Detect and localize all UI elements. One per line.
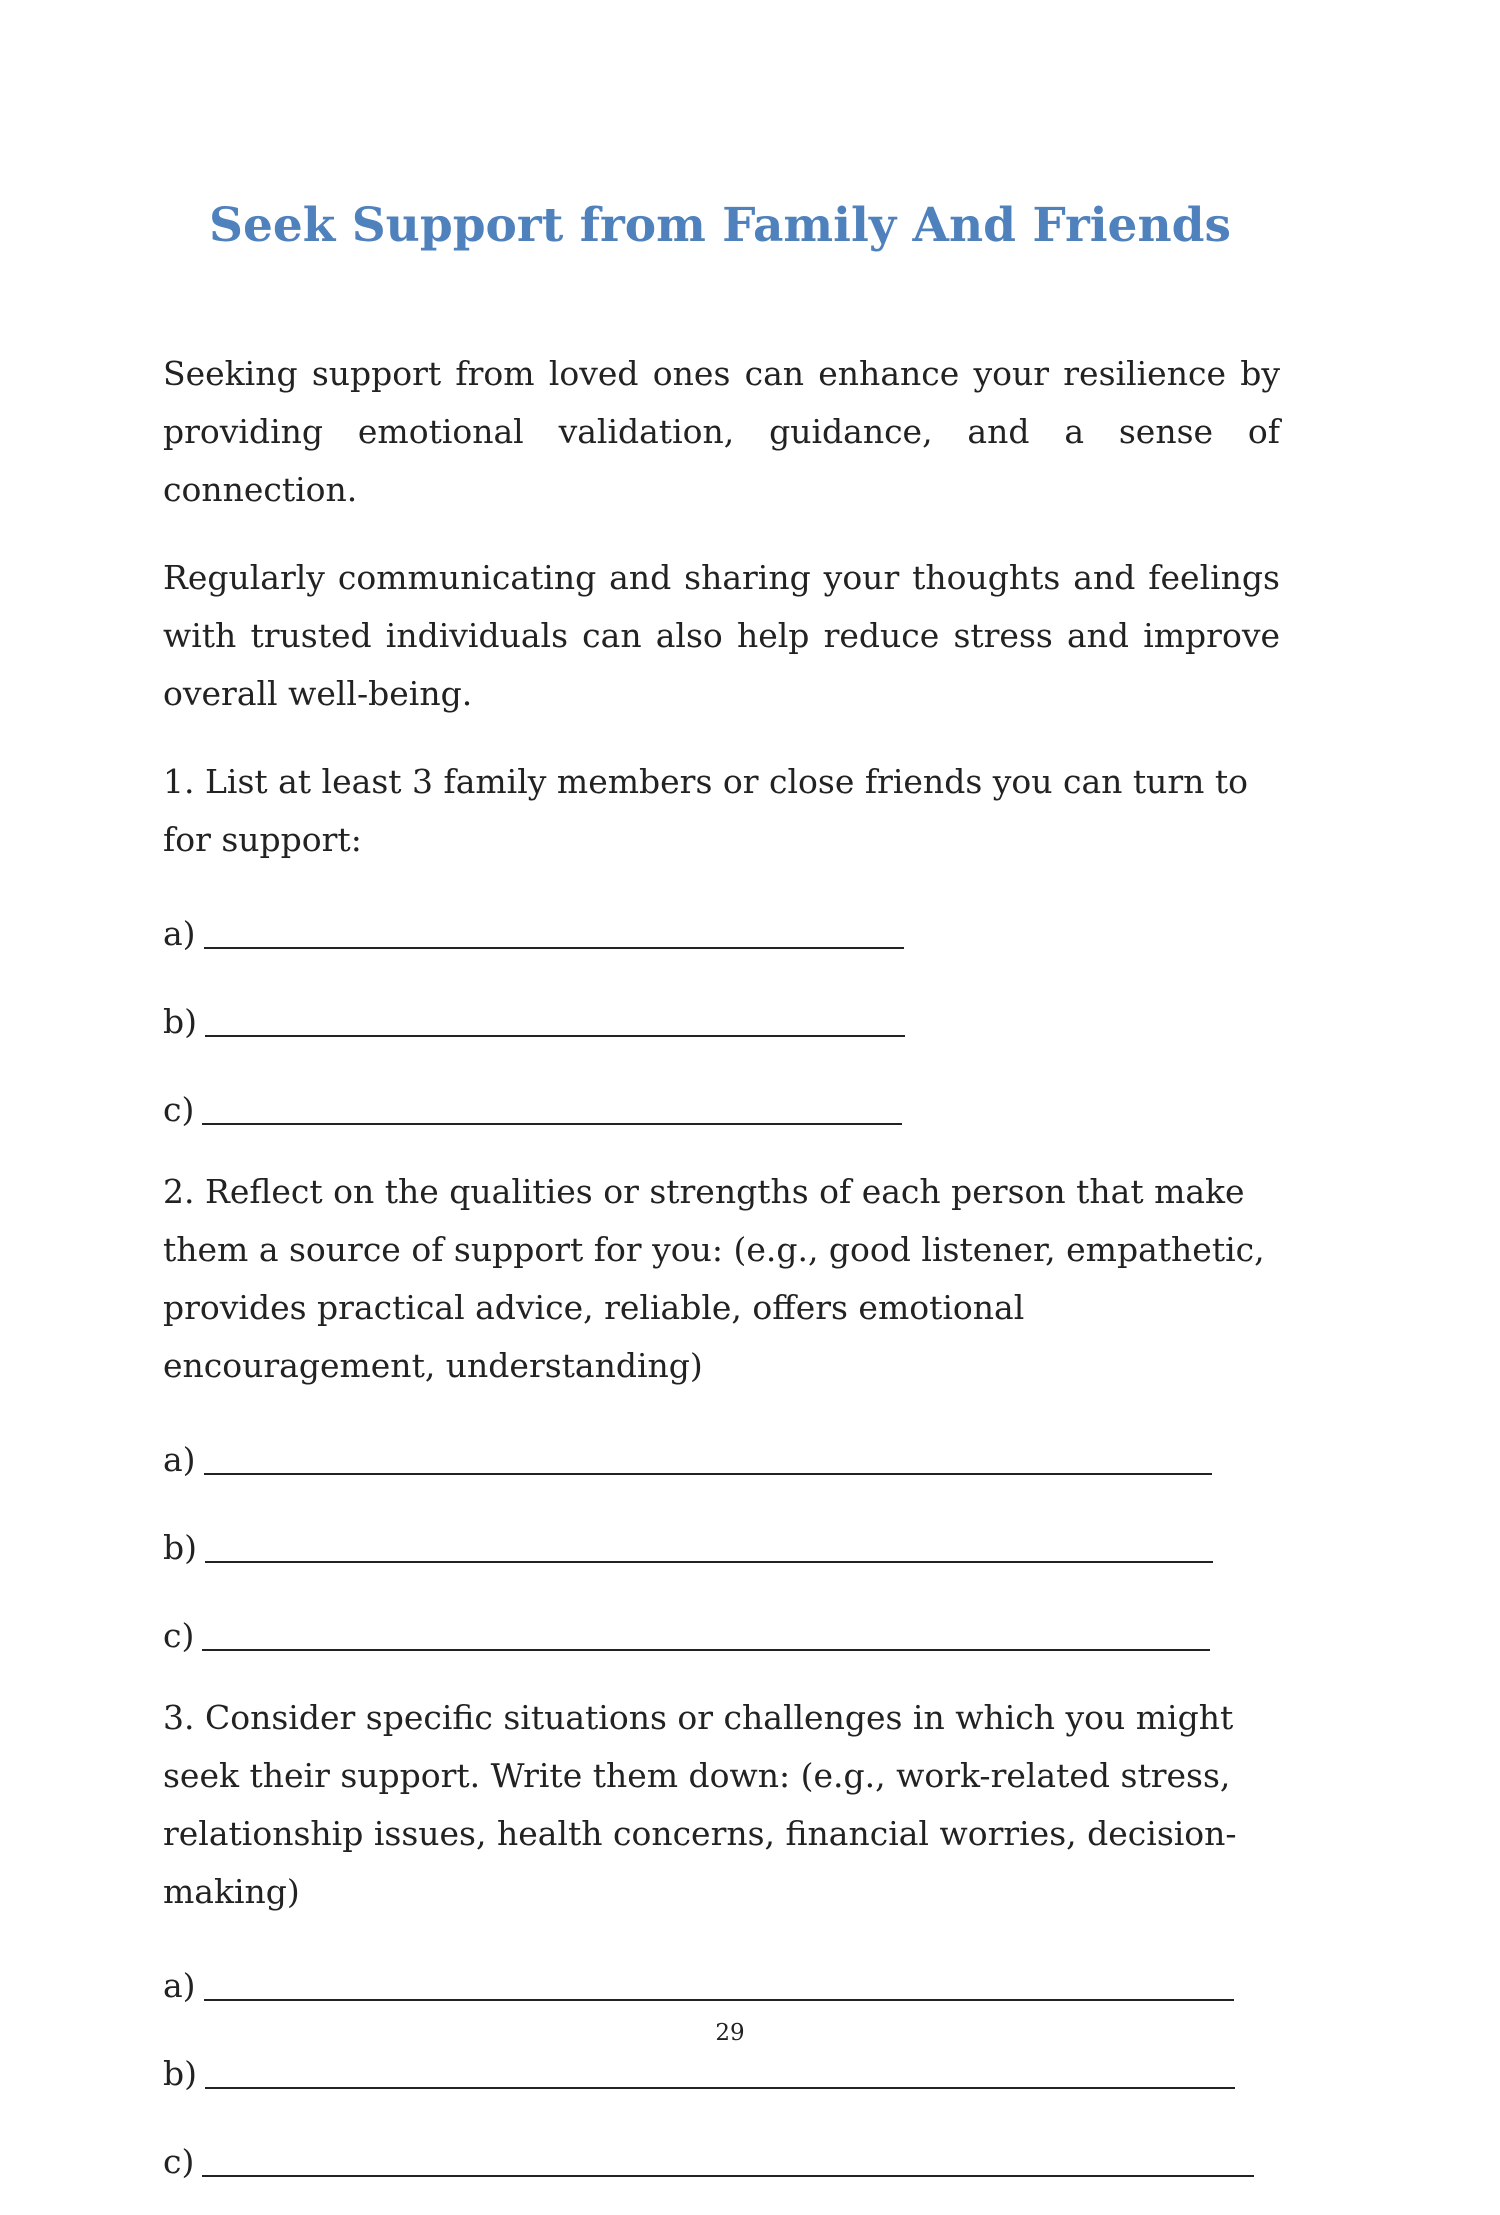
answer-label: a) xyxy=(163,914,196,953)
question-1-answer-c[interactable] xyxy=(163,1075,1280,1133)
answer-blank-line[interactable] xyxy=(202,1605,1210,1651)
answer-label: a) xyxy=(163,1966,196,2005)
question-3-answer-c[interactable] xyxy=(163,2127,1280,2185)
intro-paragraph-2: Regularly communicating and sharing your thoughts and feelings with trusted individuals can also help reduce stress and improve overall well-being. xyxy=(163,558,1280,713)
answer-blank-line[interactable] xyxy=(202,1079,902,1125)
answer-label: b) xyxy=(163,2054,197,2093)
answer-label: b) xyxy=(163,1528,197,1567)
answer-blank-line[interactable] xyxy=(204,1955,1234,2001)
page-title: Seek Support from Family And Friends xyxy=(209,198,1231,253)
answer-blank-line[interactable] xyxy=(205,1517,1213,1563)
question-1-text: 1. List at least 3 family members or close friends you can turn to for support: xyxy=(163,762,1249,859)
question-3-text: 3. Consider specific situations or challenges in which you might seek their support. Write them down: (e.g., work-related stress, relationship issues, health concerns, financial worries, decision-making) xyxy=(163,1698,1237,1911)
question-2-answer-b[interactable] xyxy=(163,1513,1280,1571)
question-3-answer-a[interactable] xyxy=(163,1951,1280,2009)
answer-blank-line[interactable] xyxy=(204,1429,1212,1475)
question-2-answer-c[interactable] xyxy=(163,1601,1280,1659)
answer-blank-line[interactable] xyxy=(204,903,904,949)
answer-blank-line[interactable] xyxy=(202,2131,1254,2177)
answer-label: a) xyxy=(163,1440,196,1479)
page-content xyxy=(163,345,1280,2215)
page-number: 29 xyxy=(715,2020,745,2046)
answer-label: c) xyxy=(163,1090,195,1129)
question-1-answer-b[interactable] xyxy=(163,987,1280,1045)
answer-blank-line[interactable] xyxy=(205,991,905,1037)
question-2-text: 2. Reflect on the qualities or strengths of each person that make them a source of support for you: (e.g., good listener, empathetic, provides practical advice, reliable, offers emotional encouragement, understanding) xyxy=(163,1172,1265,1385)
answer-label: b) xyxy=(163,1002,197,1041)
question-1-answer-a[interactable] xyxy=(163,899,1280,957)
answer-label: c) xyxy=(163,2142,195,2181)
answer-blank-line[interactable] xyxy=(205,2043,1235,2089)
answer-label: c) xyxy=(163,1616,195,1655)
intro-paragraph-1: Seeking support from loved ones can enhance your resilience by providing emotional validation, guidance, and a sense of connection. xyxy=(163,354,1280,509)
question-2-answer-a[interactable] xyxy=(163,1425,1280,1483)
